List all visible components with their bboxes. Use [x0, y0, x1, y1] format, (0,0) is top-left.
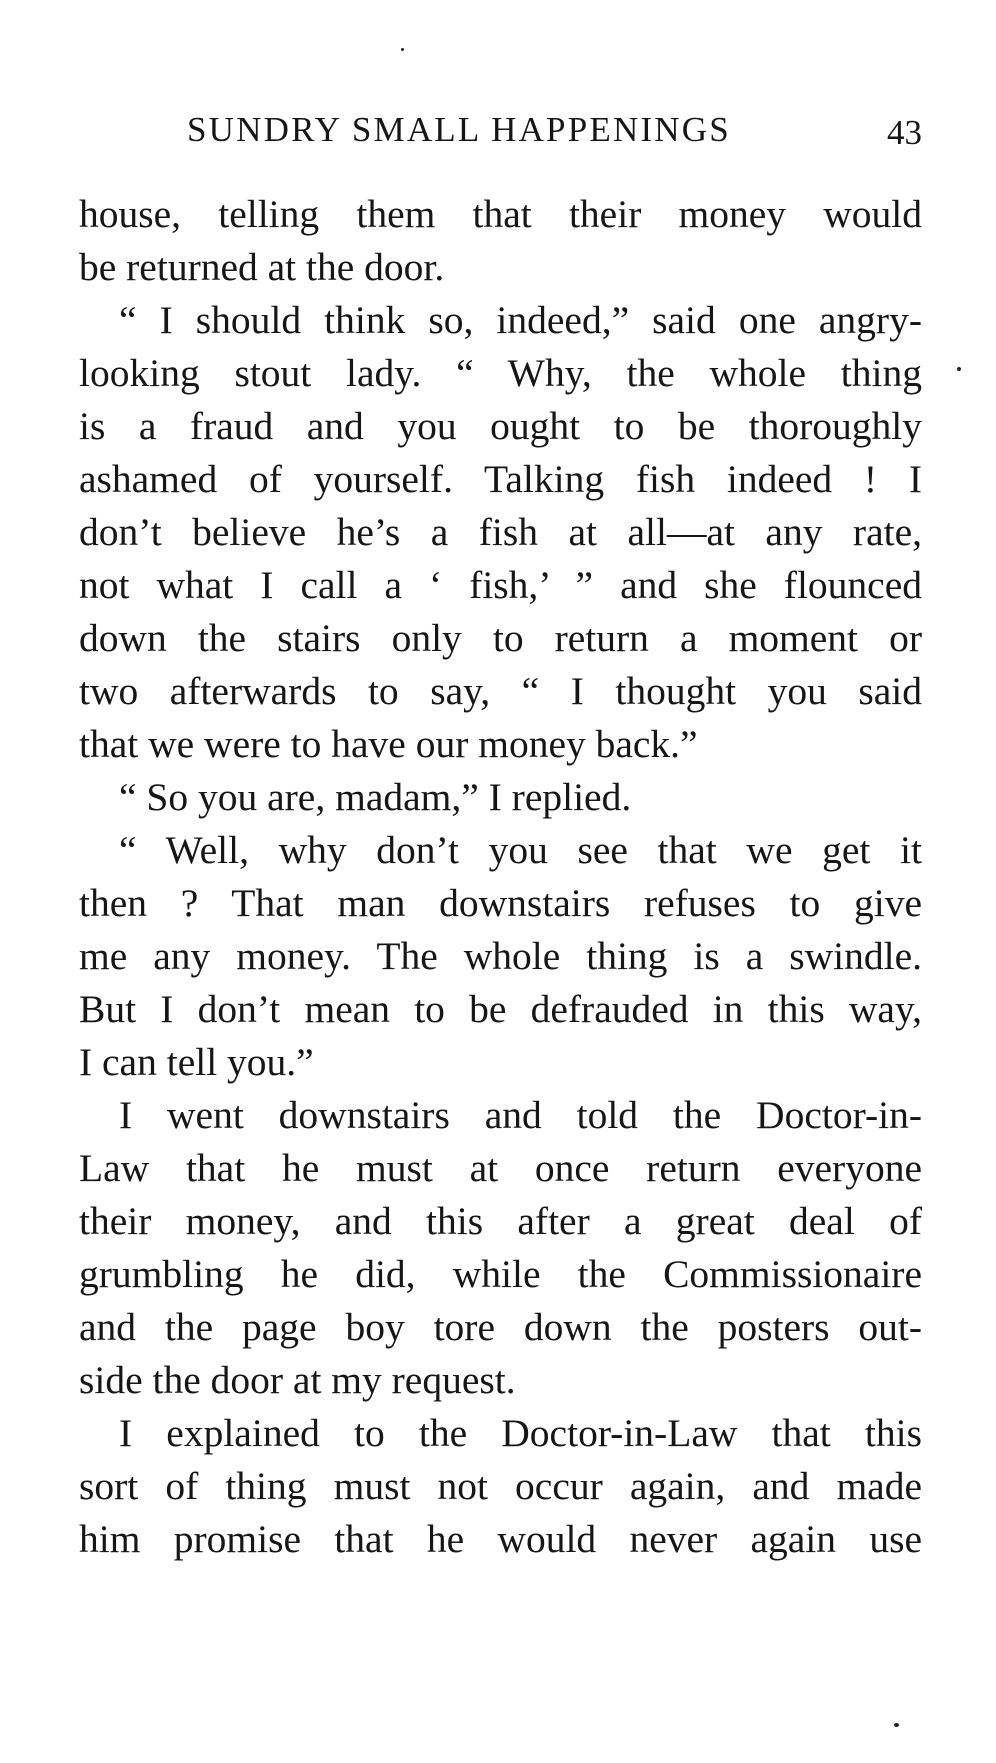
text-line: I went downstairs and told the Doctor-in-: [119, 1093, 922, 1137]
page-number: 43: [887, 113, 922, 152]
scan-speck-margin: [957, 367, 961, 371]
text-line: “ I should think so, indeed,” said one angry-: [119, 298, 922, 342]
text-line: house, telling them that their money would: [79, 192, 922, 236]
body-text: [79, 188, 922, 1566]
text-line: that we were to have our money back.”: [79, 722, 698, 766]
page-header: [187, 106, 922, 154]
scan-speck-bottom: [894, 1723, 899, 1727]
text-line: two afterwards to say, “ I thought you said: [79, 669, 922, 713]
text-line: “ Well, why don’t you see that we get it: [119, 828, 922, 872]
paragraph-explanation: [79, 1407, 922, 1566]
running-head: SUNDRY SMALL HAPPENINGS: [187, 110, 731, 149]
text-line: side the door at my request.: [79, 1358, 516, 1402]
text-line: sort of thing must not occur again, and made: [79, 1464, 922, 1508]
paragraph-complaint: [79, 824, 922, 1089]
text-line: I can tell you.”: [79, 1040, 314, 1084]
text-line: then ? That man downstairs refuses to give: [79, 881, 922, 925]
text-line: not what I call a ‘ fish,’ ” and she flounced: [79, 563, 922, 607]
paragraph-reply: [79, 771, 922, 824]
text-line: But I don’t mean to be defrauded in this way,: [79, 987, 922, 1031]
text-line: me any money. The whole thing is a swindle.: [79, 934, 922, 978]
paragraph-downstairs: [79, 1089, 922, 1407]
text-line: ashamed of yourself. Talking fish indeed ! I: [79, 457, 922, 501]
text-line: their money, and this after a great deal of: [79, 1199, 922, 1243]
scan-speck-top: [401, 48, 404, 51]
text-line: grumbling he did, while the Commissionaire: [79, 1252, 922, 1296]
text-line: him promise that he would never again use: [79, 1517, 922, 1561]
text-line: don’t believe he’s a fish at all—at any rate,: [79, 510, 922, 554]
text-line: and the page boy tore down the posters out-: [79, 1305, 922, 1349]
text-line: Law that he must at once return everyone: [79, 1146, 922, 1190]
paragraph-stout-lady: [79, 294, 922, 771]
paragraph-continuation: [79, 188, 922, 294]
text-line: is a fraud and you ought to be thoroughly: [79, 404, 922, 448]
text-line: “ So you are, madam,” I replied.: [119, 775, 632, 819]
text-line: be returned at the door.: [79, 245, 445, 289]
text-line: looking stout lady. “ Why, the whole thing: [79, 351, 922, 395]
text-line: I explained to the Doctor-in-Law that this: [119, 1411, 922, 1455]
text-line: down the stairs only to return a moment or: [79, 616, 922, 660]
